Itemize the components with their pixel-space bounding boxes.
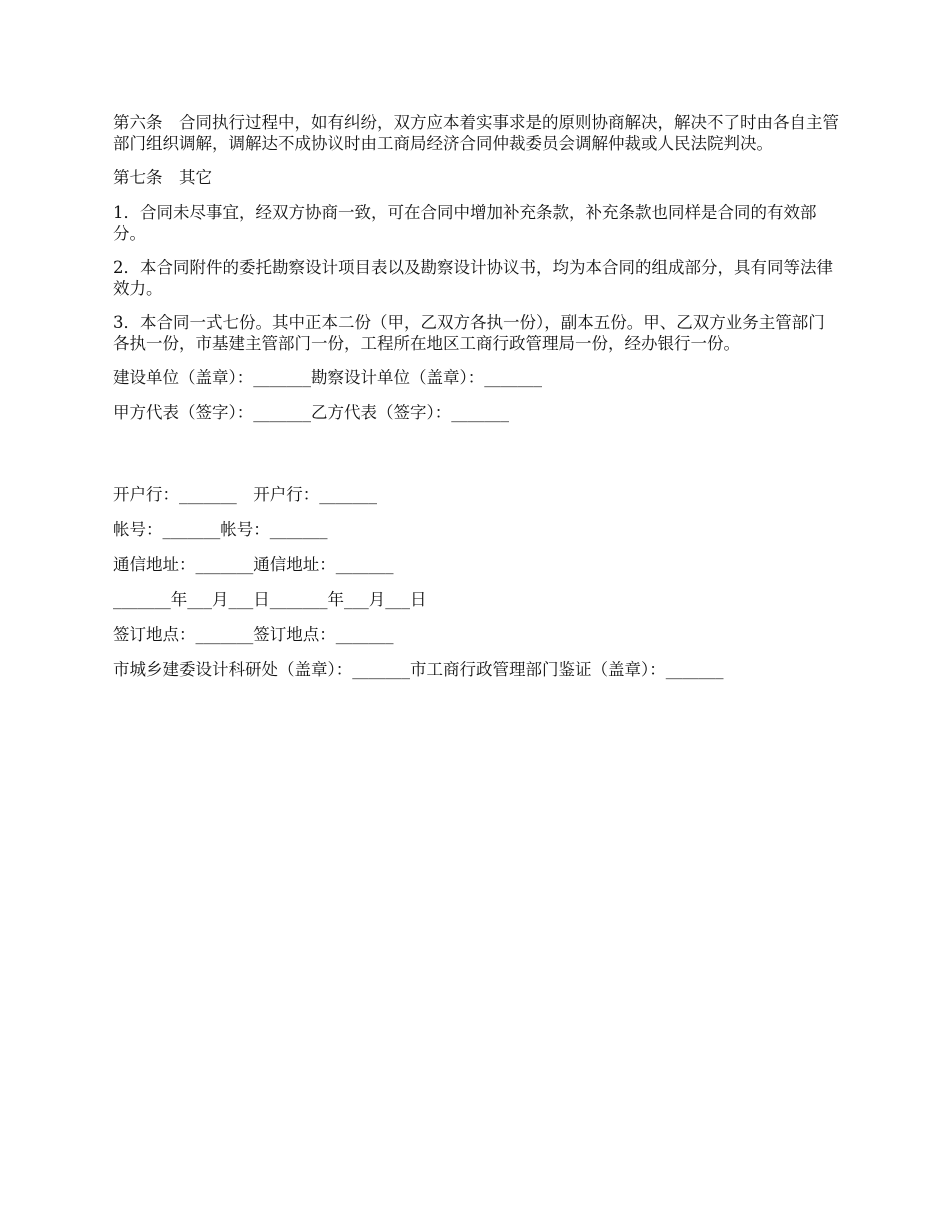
spacer bbox=[113, 437, 841, 484]
clause-2-text: 2．本合同附件的委托勘察设计项目表以及勘察设计协议书，均为本合同的组成部分，具有同等法律效力。 bbox=[113, 258, 833, 298]
address-line: 通信地址：_______通信地址：_______ bbox=[113, 555, 394, 574]
clause-3-text: 3．本合同一式七份。其中正本二份（甲，乙双方各执一份），副本五份。甲、乙双方业务主管部门各执一份，市基建主管部门一份，工程所在地区工商行政管理局一份，经办银行一份。 bbox=[113, 313, 825, 353]
date-line: _______年___月___日_______年___月___日 bbox=[113, 590, 427, 609]
signing-place-line: 签订地点：_______签订地点：_______ bbox=[113, 625, 394, 644]
authority-stamp-line: 市城乡建委设计科研处（盖章）：_______市工商行政管理部门鉴证（盖章）：_______ bbox=[113, 660, 724, 679]
account-line: 帐号：_______帐号：_______ bbox=[113, 520, 328, 539]
document-page bbox=[113, 112, 841, 694]
clause-1-text: 1．合同未尽事宜，经双方协商一致，可在合同中增加补充条款，补充条款也同样是合同的有效部分。 bbox=[113, 203, 817, 243]
article-6-text: 第六条 合同执行过程中，如有纠纷，双方应本着实事求是的原则协商解决，解决不了时由各自主管部门组织调解，调解达不成协议时由工商局经济合同仲裁委员会调解仲裁或人民法院判决。 bbox=[113, 113, 839, 153]
signature-unit-line: 建设单位（盖章）：_______勘察设计单位（盖章）：_______ bbox=[113, 368, 542, 387]
bank-line: 开户行：_______ 开户行：_______ bbox=[113, 485, 377, 504]
article-7-title: 第七条 其它 bbox=[113, 168, 212, 187]
signature-representative-line: 甲方代表（签字）：_______乙方代表（签字）：_______ bbox=[113, 403, 509, 422]
